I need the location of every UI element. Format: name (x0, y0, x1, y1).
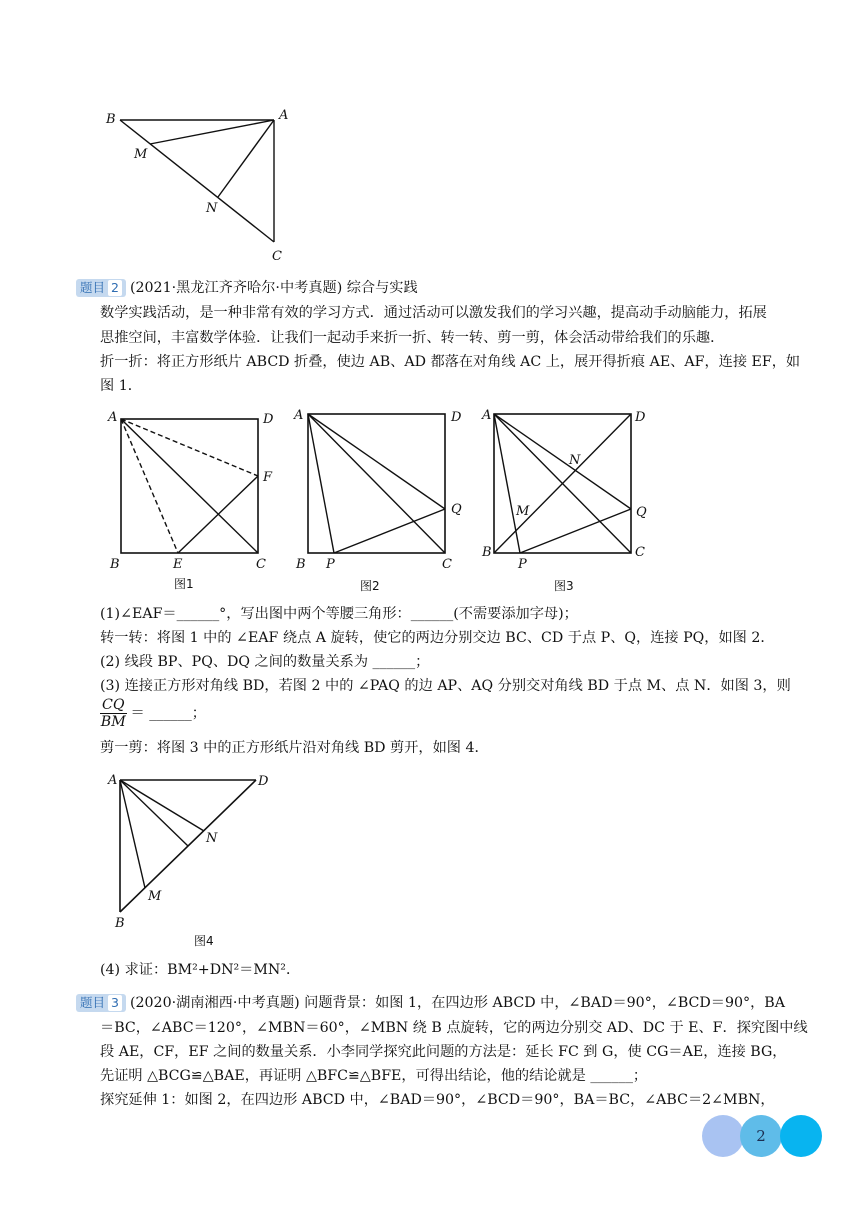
fig2-label-p: P (326, 557, 335, 572)
figure-2-svg (292, 408, 472, 598)
problem2-para1-line1: 数学实践活动，是一种非常有效的学习方式．通过活动可以激发我们的学习兴趣，提高动手动脑能力，拓展 (100, 305, 767, 321)
fraction-cq-bm (100, 697, 127, 730)
fig3-label-c: C (635, 545, 645, 560)
problem3-line4: 先证明 △BCG≌△BAE，再证明 △BFC≌△BFE，可得出结论，他的结论就是 ______； (100, 1068, 648, 1084)
fig2-label-b: B (296, 557, 306, 572)
problem2-question4: (4) 求证：BM²+DN²＝MN²． (100, 962, 301, 978)
problem3-line3: 段 AE，CF，EF 之间的数量关系．小李同学探究此问题的方法是：延长 FC 到 G，使 CG＝AE，连接 BG， (100, 1044, 787, 1060)
fig3-label-p: P (518, 557, 527, 572)
fig2-label-q: Q (451, 502, 462, 517)
fig3-label-q: Q (636, 505, 647, 520)
figure-2 (292, 408, 472, 598)
problem2-badge-number: 2 (108, 280, 122, 296)
fig4-label-d: D (258, 774, 269, 789)
problem2-question3-answer (100, 697, 206, 730)
figure-triangle-svg (100, 100, 300, 265)
fig2-caption: 图2 (360, 579, 380, 593)
fig2-label-d: D (451, 410, 462, 425)
fig3-label-n: N (569, 453, 581, 468)
problem3-badge-number: 3 (108, 995, 122, 1011)
fig3-caption: 图3 (554, 579, 574, 593)
page-number: 2 (756, 1127, 766, 1145)
fig1-label-a: A (108, 410, 118, 425)
fig1-label-e: E (173, 557, 183, 572)
segment-pq (334, 509, 445, 553)
point-label-n: N (206, 201, 218, 216)
fig3-label-a: A (482, 408, 492, 423)
fig2-label-c: C (442, 557, 452, 572)
figure-1 (106, 408, 281, 593)
point-label-b: B (106, 112, 116, 127)
point-label-c: C (272, 249, 282, 264)
fig2-label-a: A (294, 408, 304, 423)
segment-bc (120, 120, 274, 242)
problem2-cut-instruction: 剪一剪：将图 3 中的正方形纸片沿对角线 BD 剪开，如图 4． (100, 740, 489, 756)
point-label-a: A (279, 108, 289, 123)
problem3-intro: (2020·湖南湘西·中考真题) 问题背景：如图 1，在四边形 ABCD 中，∠BAD＝90°，∠BCD＝90°，BA (129, 995, 785, 1011)
segment-am (120, 780, 145, 888)
point-label-m: M (134, 147, 148, 162)
figure-3 (478, 408, 658, 598)
segment-an (218, 120, 274, 197)
problem2-turn-instruction: 转一转：将图 1 中的 ∠EAF 绕点 A 旋转，使它的两边分别交边 BC、CD 于点 P、Q，连接 PQ，如图 2． (100, 630, 775, 646)
page-dot-left (702, 1115, 744, 1157)
figure-4 (108, 770, 283, 955)
problem2-para2-line1: 折一折：将正方形纸片 ABCD 折叠，使边 AB、AD 都落在对角线 AC 上，展开得折痕 AE、AF，连接 EF，如 (100, 354, 801, 370)
fraction-denominator: BM (100, 714, 126, 730)
problem2-badge: 题目 2 (76, 279, 126, 297)
problem2-para2-line2: 图 1． (100, 378, 142, 394)
page-indicator (702, 1115, 822, 1157)
segment-an (120, 780, 204, 831)
diagonal-ac (308, 414, 445, 553)
fig1-label-c: C (256, 557, 266, 572)
problem3-line2: ＝BC，∠ABC＝120°，∠MBN＝60°，∠MBN 绕 B 点旋转，它的两边分别交 AD、DC 于 E、F．探究图中线 (100, 1020, 808, 1036)
figure-3-svg (478, 408, 658, 598)
diagonal-ac (121, 419, 258, 553)
figure-1-svg (106, 408, 281, 593)
fig4-label-n: N (206, 831, 218, 846)
figure-4-svg (108, 770, 283, 955)
fig3-label-b: B (482, 545, 492, 560)
fig4-label-b: B (115, 916, 125, 931)
segment-ap (494, 414, 520, 553)
problem2-source: (2021·黑龙江齐齐哈尔·中考真题) 综合与实践 (129, 280, 418, 296)
fig4-label-m: M (148, 889, 162, 904)
fig3-label-m: M (516, 504, 530, 519)
fig4-caption: 图4 (194, 934, 214, 948)
fraction-numerator: CQ (102, 697, 125, 713)
segment-ap (308, 414, 334, 553)
page-dot-right (780, 1115, 822, 1157)
segment-mid (120, 780, 188, 846)
problem2-question1: (1)∠EAF＝______°，写出图中两个等腰三角形：______(不需要添加字母)； (100, 606, 578, 622)
problem2-heading (76, 278, 418, 298)
problem2-question2: (2) 线段 BP、PQ、DQ 之间的数量关系为 ______； (100, 654, 430, 670)
segment-am (150, 120, 274, 144)
fig1-label-b: B (110, 557, 120, 572)
problem2-question3: (3) 连接正方形对角线 BD，若图 2 中的 ∠PAQ 的边 AP、AQ 分别交对角线 BD 于点 M、点 N．如图 3，则 (100, 678, 791, 694)
problem2-para1-line2: 思推空间，丰富数学体验．让我们一起动手来折一折、转一转、剪一剪，体会活动带给我们的乐趣． (100, 330, 725, 346)
segment-aq (494, 414, 631, 509)
fig1-label-f: F (263, 470, 273, 485)
fig1-caption: 图1 (174, 577, 194, 591)
figure-triangle-abc (100, 100, 300, 265)
fig1-label-d: D (263, 412, 274, 427)
fig4-label-a: A (108, 773, 118, 788)
question3-tail: ＝ ______； (130, 705, 206, 722)
problem3-badge: 题目 3 (76, 994, 126, 1012)
fig3-label-d: D (635, 410, 646, 425)
segment-aq (308, 414, 445, 509)
problem3-line5: 探究延伸 1：如图 2，在四边形 ABCD 中，∠BAD＝90°，∠BCD＝90°，BA＝BC，∠ABC＝2∠MBN， (100, 1092, 775, 1108)
problem3-line1 (76, 993, 785, 1013)
segment-pq (520, 509, 631, 553)
